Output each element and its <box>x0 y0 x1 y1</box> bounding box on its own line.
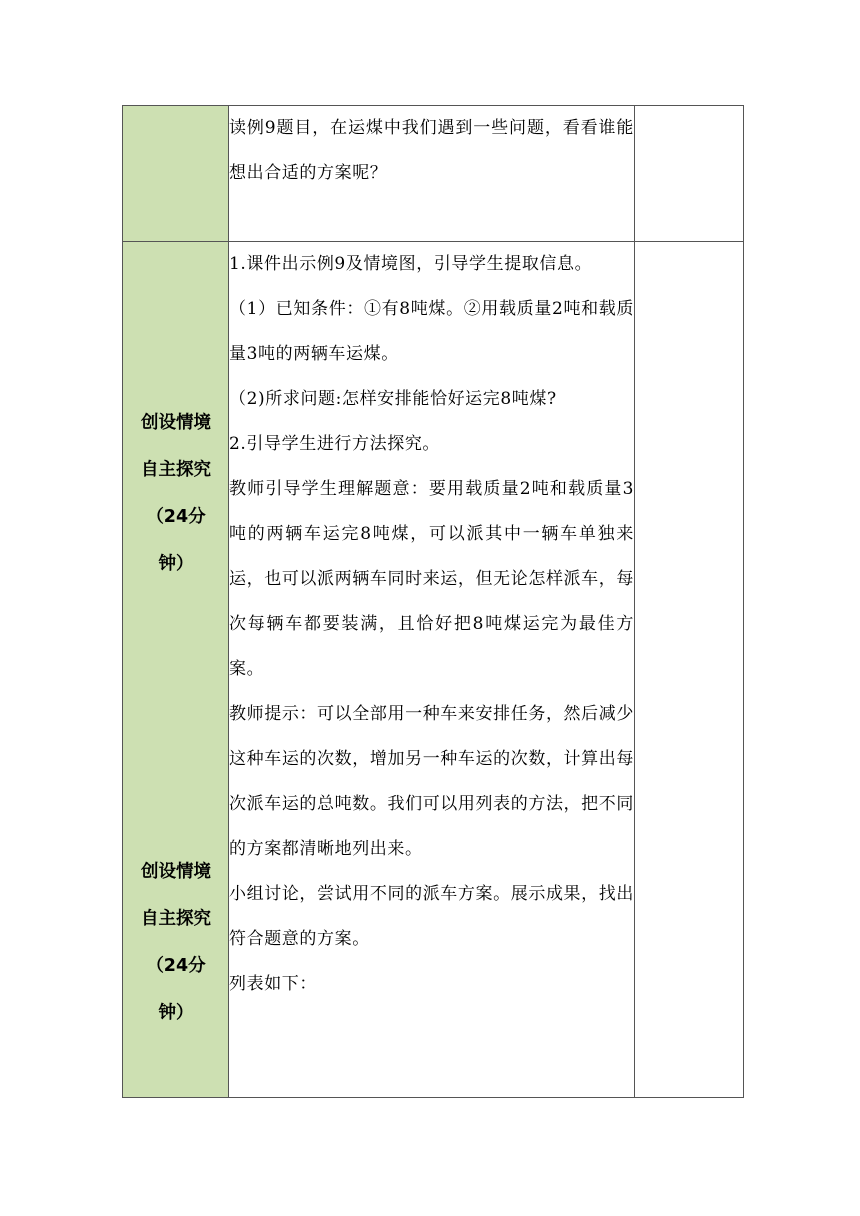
stage-label-line: 自主探究 <box>141 909 211 929</box>
stage-label-line: 创设情境 <box>141 862 211 882</box>
content-paragraph: （1）已知条件：①有8吨煤。②用载质量2吨和载质量3吨的两辆车运煤。 <box>229 299 634 364</box>
note-cell <box>635 242 744 1098</box>
content-paragraph: 列表如下： <box>229 974 317 994</box>
content-paragraph: 教师引导学生理解题意：要用载质量2吨和载质量3吨的两辆车运完8吨煤，可以派其中一辆车单独来运，也可以派两辆车同时来运，但无论怎样派车，每次每辆车都要装满，且恰好把8吨煤运完为最佳方案。 <box>229 479 634 679</box>
stage-label-line: 创设情境 <box>141 413 211 433</box>
stage-label-line: （24分 <box>146 956 206 976</box>
stage-label-line: （24分 <box>146 507 206 527</box>
stage-label-line: 钟） <box>158 1003 194 1023</box>
table-row <box>123 242 744 1098</box>
content-cell <box>229 106 635 242</box>
stage-label-line: 自主探究 <box>141 460 211 480</box>
stage-label-block <box>123 849 229 1037</box>
stage-label-block <box>123 400 229 588</box>
content-paragraph: 读例9题目，在运煤中我们遇到一些问题，看看谁能想出合适的方案呢？ <box>229 118 634 183</box>
table-row <box>123 106 744 242</box>
content-paragraph: （2)所求问题:怎样安排能恰好运完8吨煤? <box>229 389 557 409</box>
content-paragraph: 教师提示：可以全部用一种车来安排任务，然后减少这种车运的次数，增加另一种车运的次数，计算出每次派车运的总吨数。我们可以用列表的方法，把不同的方案都清晰地列出来。 <box>229 704 634 859</box>
stage-cell <box>123 106 229 242</box>
content-paragraph: 小组讨论，尝试用不同的派车方案。展示成果，找出符合题意的方案。 <box>229 884 634 949</box>
stage-cell <box>123 242 229 1098</box>
content-paragraph: 2.引导学生进行方法探究。 <box>229 434 441 454</box>
content-cell <box>229 242 635 1098</box>
lesson-plan-table <box>122 105 744 1098</box>
stage-label-line: 钟） <box>158 554 194 574</box>
note-cell <box>635 106 744 242</box>
content-paragraph: 1.课件出示例9及情境图，引导学生提取信息。 <box>229 254 593 274</box>
